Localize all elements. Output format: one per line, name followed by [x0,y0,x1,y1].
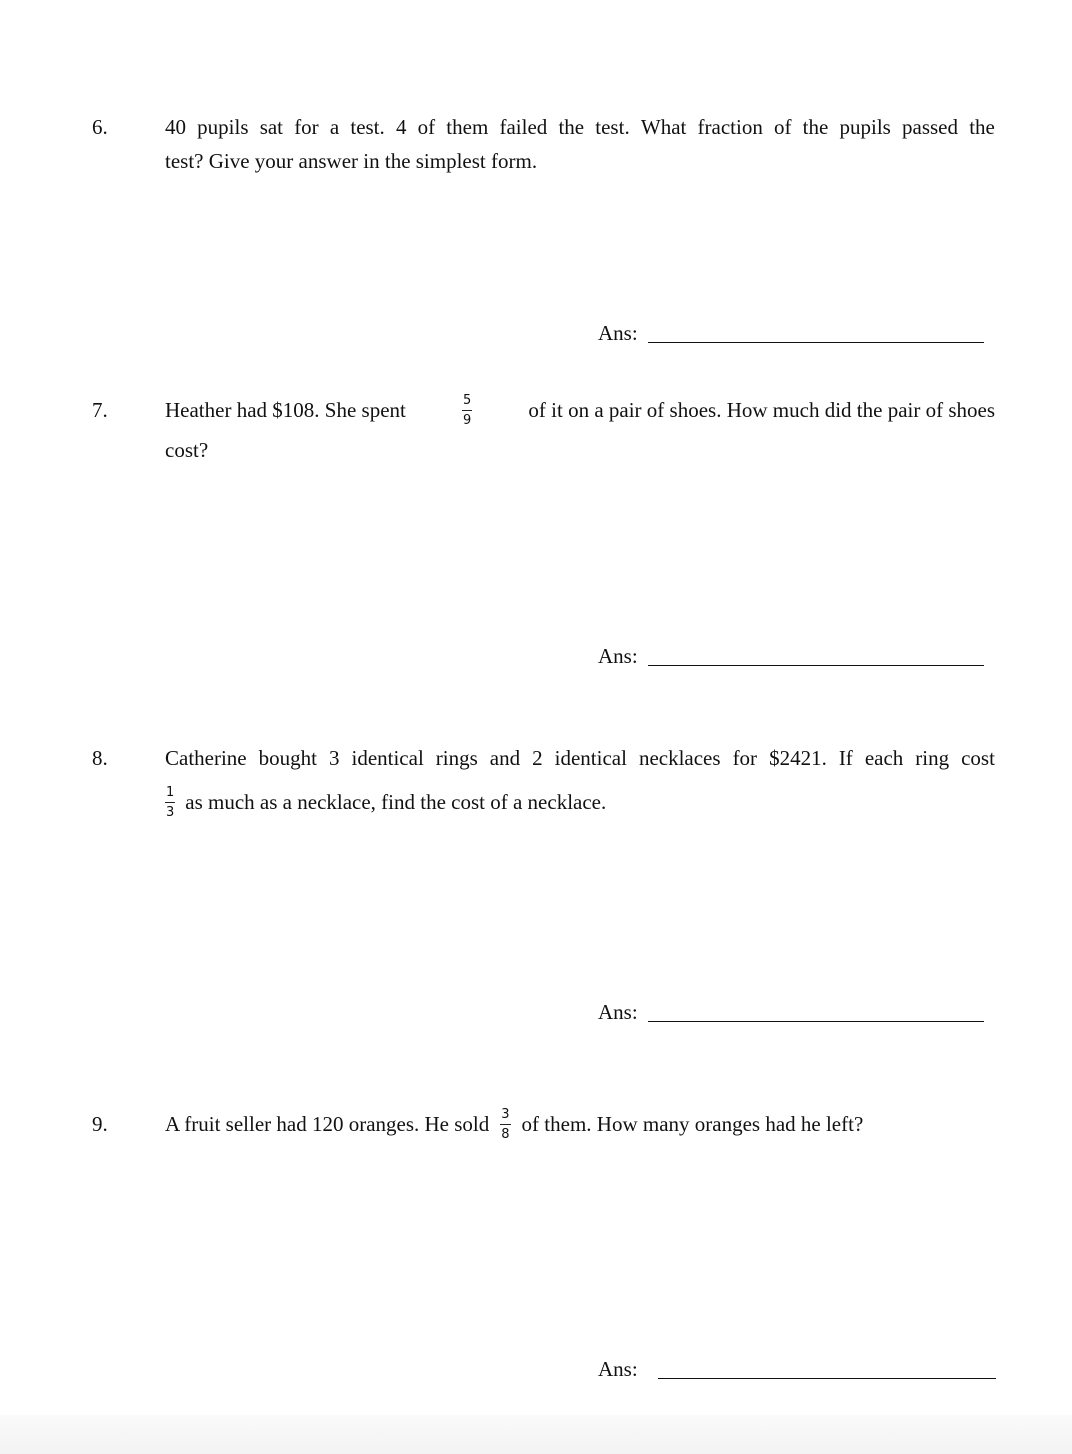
q6-word: 40 [165,115,186,139]
q7-text-before: Heather had $108. She spent [165,397,406,422]
q6-word: a [329,115,340,139]
q8-word: each [864,746,904,770]
q6-word: failed [499,115,548,139]
fraction-numerator: 5 [463,392,472,408]
q8-word: cost [961,746,995,770]
question-9-answer-label: Ans: [598,1357,638,1381]
fraction-denominator: 9 [463,412,472,428]
q6-word: fraction [697,115,763,139]
q8-word: identical [554,746,627,770]
fraction-bar [500,1124,510,1125]
question-6-number: 6. [92,115,108,139]
question-8-answer-label: Ans: [598,1000,638,1024]
question-9-line-1 [165,1102,863,1146]
q8-word: 3 [328,746,340,770]
question-7-number: 7. [92,398,108,422]
q6-word: them [446,115,489,139]
q6-word: test. [350,115,385,139]
q6-word: pupils [839,115,891,139]
q6-word: the [558,115,585,139]
question-9-answer-line[interactable] [658,1378,996,1379]
question-7-line-2: cost? [165,438,209,462]
q8-fraction [165,786,175,819]
question-6-line-2: test? Give your answer in the simplest form. [165,149,538,173]
question-9-number: 9. [92,1112,108,1136]
q8-word: necklaces [638,746,721,770]
q9-text-after: of them. How many oranges had he left? [521,1111,864,1136]
question-6-line-1 [165,117,995,138]
q8-text-after: as much as a necklace, find the cost of a necklace. [185,789,607,814]
q8-word: If [838,746,853,770]
q9-text-before: A fruit seller had 120 oranges. He sold [165,1111,490,1136]
fraction-denominator: 8 [501,1126,510,1142]
q6-word: 4 [395,115,407,139]
q6-word: passed [902,115,959,139]
q9-fraction [500,1108,510,1141]
question-7-answer-line[interactable] [648,665,984,666]
question-6-answer-label: Ans: [598,321,638,345]
q8-word: rings [435,746,478,770]
question-8-line-2 [165,780,606,824]
q6-word: What [640,115,687,139]
question-7-line-1 [165,389,995,431]
q8-word: $2421. [769,746,827,770]
fraction-bar [165,802,175,803]
question-8-answer-line[interactable] [648,1021,984,1022]
q7-fraction [462,394,472,427]
q6-word: the [969,115,995,139]
q8-word: bought [258,746,317,770]
page-bottom-shadow [0,1415,1072,1454]
q8-word: 2 [532,746,543,770]
q6-word: sat [259,115,284,139]
q6-word: the [802,115,829,139]
q8-word: and [489,746,521,770]
q8-word: ring [915,746,950,770]
q6-word: test. [595,115,630,139]
q6-word: of [417,115,436,139]
q6-word: of [774,115,792,139]
q8-word: identical [351,746,424,770]
fraction-numerator: 1 [166,784,175,800]
question-8-number: 8. [92,746,108,770]
q7-text-after: of it on a pair of shoes. How much did the pair of shoes [528,397,995,422]
question-6-answer-line[interactable] [648,342,984,343]
q8-word: for [732,746,758,770]
q8-word: Catherine [165,746,247,770]
q6-word: for [294,115,319,139]
question-8-line-1 [165,748,995,769]
fraction-numerator: 3 [501,1106,510,1122]
q6-word: pupils [197,115,249,139]
question-7-answer-label: Ans: [598,644,638,668]
fraction-denominator: 3 [166,804,175,820]
fraction-bar [462,410,472,411]
